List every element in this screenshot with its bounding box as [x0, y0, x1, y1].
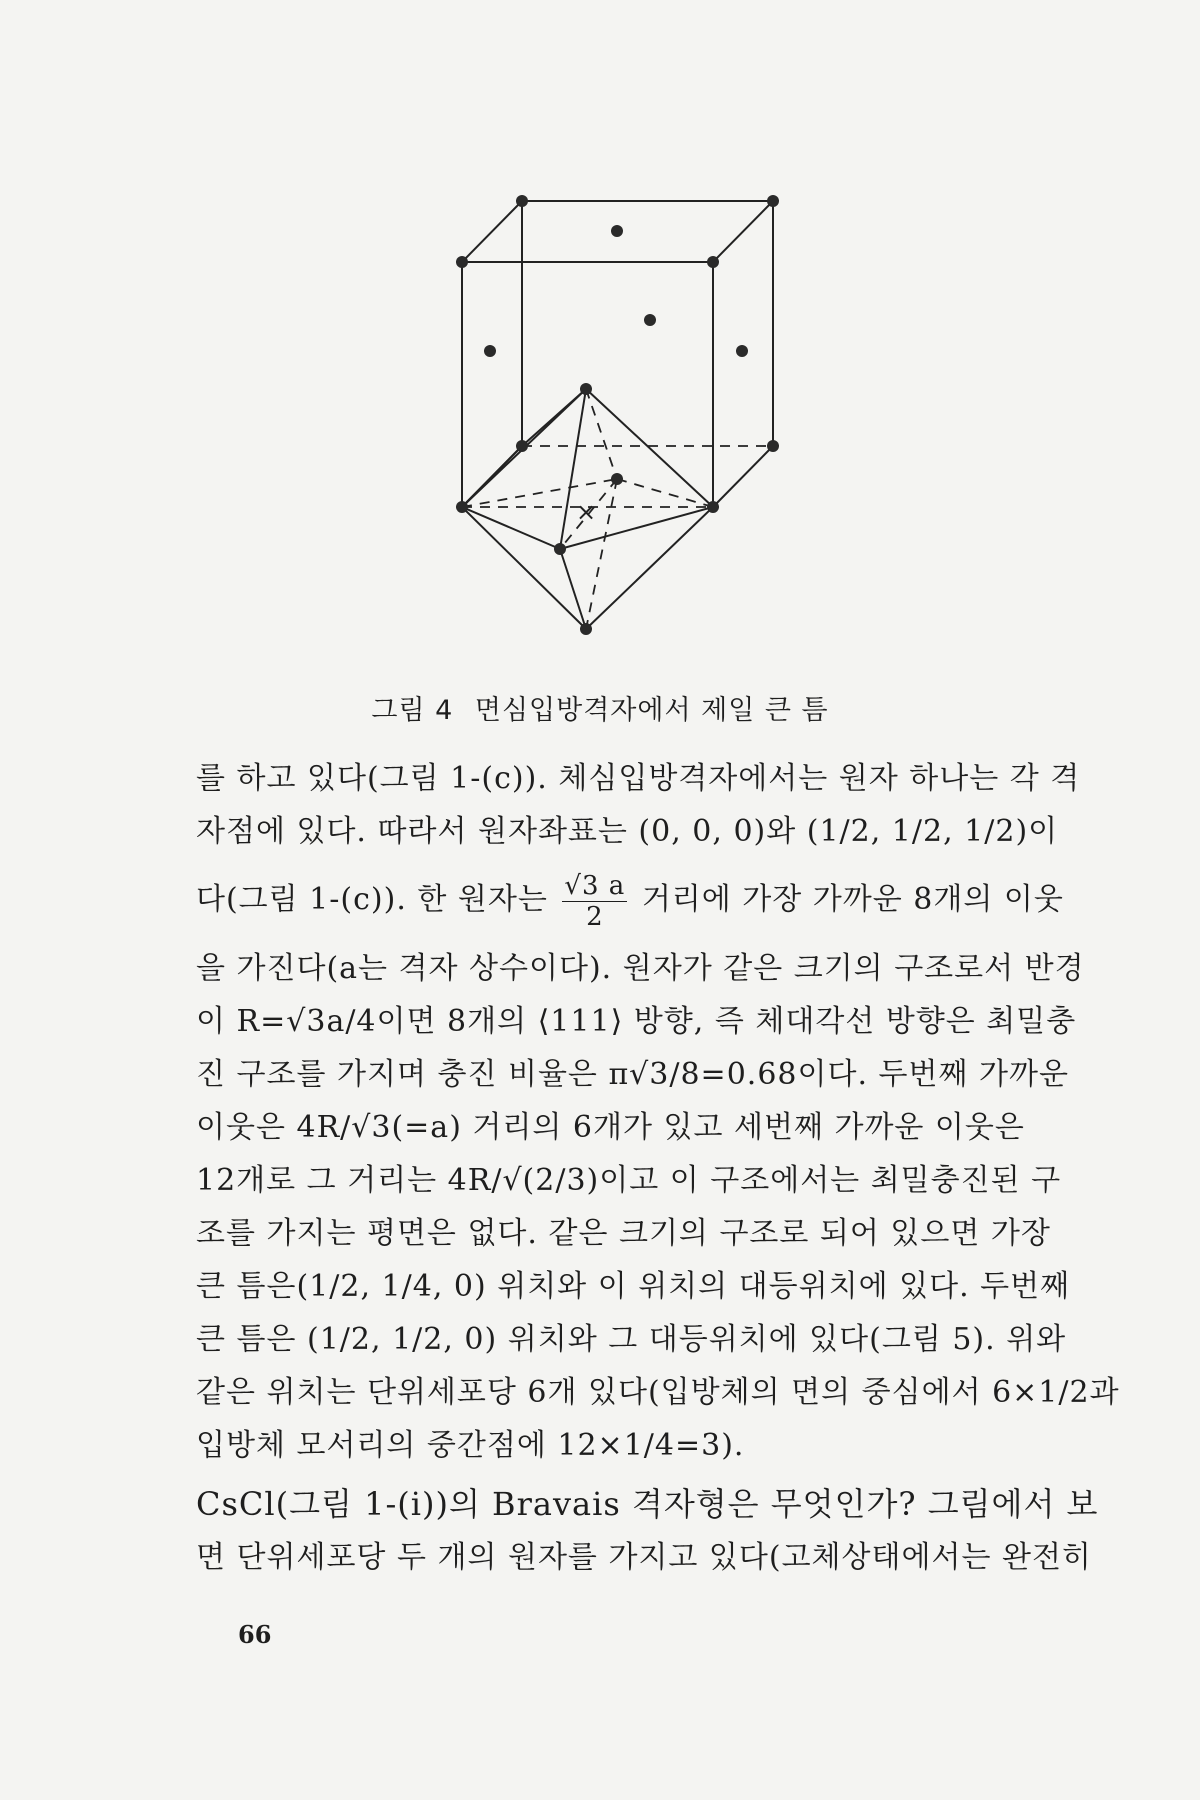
- text-line: 를 하고 있다(그림 1-(c)). 체심입방격자에서는 원자 하나는 각 격: [196, 761, 1081, 796]
- text-line: 큰 틈은(1/2, 1/4, 0) 위치와 이 위치의 대등위치에 있다. 두번째: [196, 1269, 1071, 1304]
- figure-label: 그림 4: [371, 695, 454, 726]
- fcc-octahedral-void-figure: [0, 0, 1200, 680]
- cube-edge: [713, 201, 773, 262]
- void-center-marker: ×: [575, 498, 597, 526]
- text-line: 큰 틈은 (1/2, 1/2, 0) 위치와 그 대등위치에 있다(그림 5). 위와: [196, 1322, 1067, 1357]
- text-line: 같은 위치는 단위세포당 6개 있다(입방체의 면의 중심에서 6×1/2과: [196, 1375, 1120, 1410]
- octahedron-edge: [462, 507, 560, 549]
- text-line: CsCl(그림 1-(i))의 Bravais 격자형은 무엇인가? 그림에서 보: [196, 1485, 1099, 1523]
- text-segment: 다(그림 1-(c)). 한 원자는: [196, 882, 548, 917]
- corner-atom: [767, 440, 779, 452]
- text-line: 12개로 그 거리는 4R/√(2/3)이고 이 구조에서는 최밀충진된 구: [196, 1163, 1062, 1198]
- text-segment: 거리에 가장 가까운 8개의 이웃: [641, 882, 1064, 917]
- page-number: 66: [238, 1620, 272, 1649]
- text-line: 면 단위세포당 두 개의 원자를 가지고 있다(고체상태에서는 완전히: [196, 1540, 1092, 1575]
- text-line: 을 가진다(a는 격자 상수이다). 원자가 같은 크기의 구조로서 반경: [196, 951, 1085, 986]
- corner-atom: [707, 256, 719, 268]
- corner-atom: [456, 501, 468, 513]
- figure-title: 면심입방격자에서 제일 큰 틈: [474, 695, 829, 726]
- face-center-atom: [580, 623, 592, 635]
- octahedron-edge: [522, 389, 586, 446]
- figure-caption: [0, 688, 1200, 727]
- corner-atom: [767, 195, 779, 207]
- text-line-with-fraction: [196, 858, 1066, 942]
- octahedron-edge: [586, 389, 713, 507]
- corner-atom: [516, 440, 528, 452]
- corner-atom: [456, 256, 468, 268]
- text-line: 진 구조를 가지며 충진 비율은 π√3/8=0.68이다. 두번째 가까운: [196, 1057, 1069, 1092]
- body-text: [196, 752, 1120, 1584]
- text-line: 이웃은 4R/√3(=a) 거리의 6개가 있고 세번째 가까운 이웃은: [196, 1110, 1025, 1145]
- cube-edge: [713, 446, 773, 507]
- corner-atom: [707, 501, 719, 513]
- octahedron-edge: [462, 446, 522, 507]
- cube-edge: [462, 201, 522, 262]
- face-center-atom: [644, 314, 656, 326]
- text-line: 조를 가지는 평면은 없다. 같은 크기의 구조로 되어 있으면 가장: [196, 1216, 1051, 1251]
- face-center-atom: [611, 225, 623, 237]
- face-center-atom: [580, 383, 592, 395]
- face-center-atom: [611, 473, 623, 485]
- fraction: [562, 871, 627, 932]
- text-line: 자점에 있다. 따라서 원자좌표는 (0, 0, 0)와 (1/2, 1/2, 1/2)이: [196, 814, 1059, 849]
- fraction-denominator: 2: [586, 901, 604, 932]
- corner-atom: [516, 195, 528, 207]
- face-center-atom: [736, 345, 748, 357]
- face-center-atom: [554, 543, 566, 555]
- face-center-atom: [484, 345, 496, 357]
- text-line: 이 R=√3a/4이면 8개의 ⟨111⟩ 방향, 즉 체대각선 방향은 최밀충: [196, 1004, 1077, 1039]
- text-line: 입방체 모서리의 중간점에 12×1/4=3).: [196, 1428, 745, 1463]
- octahedron-edge: [462, 507, 586, 629]
- fraction-numerator: √3 a: [564, 870, 626, 901]
